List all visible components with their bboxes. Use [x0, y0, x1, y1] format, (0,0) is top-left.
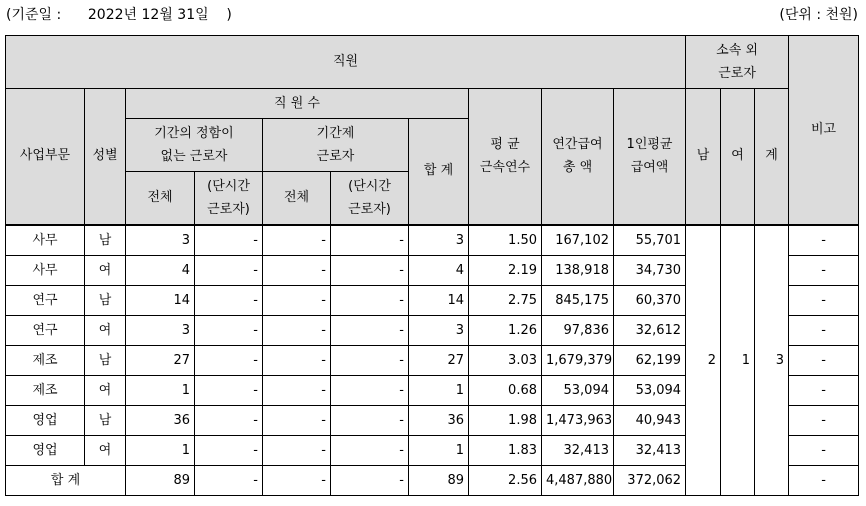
header-total-sum: 합 계 [409, 119, 469, 225]
header-affiliated-workers: 소속 외 근로자 [686, 36, 789, 89]
cell-cont-all: - [263, 255, 331, 285]
cell-cont-short: - [331, 405, 409, 435]
cell-sum: 1 [409, 435, 469, 465]
table-header [6, 36, 859, 225]
cell-division: 영업 [6, 435, 85, 465]
header-permanent-short-time: (단시간 근로자) [195, 172, 263, 225]
totals-sum: 89 [409, 465, 469, 495]
cell-perm-short: - [195, 255, 263, 285]
cell-affiliated-male: 2 [686, 225, 721, 496]
totals-cont-short: - [331, 465, 409, 495]
cell-pay-total: 1,473,963 [542, 405, 614, 435]
cell-pay-total: 845,175 [542, 285, 614, 315]
cell-sum: 27 [409, 345, 469, 375]
cell-cont-all: - [263, 285, 331, 315]
cell-pay-total: 167,102 [542, 225, 614, 256]
cell-pay-avg: 62,199 [614, 345, 686, 375]
cell-pay-total: 1,679,379 [542, 345, 614, 375]
cell-remark: - [789, 375, 859, 405]
cell-years: 0.68 [469, 375, 542, 405]
cell-years: 2.75 [469, 285, 542, 315]
cell-remark: - [789, 285, 859, 315]
header-employees: 직원 [6, 36, 686, 89]
totals-pay-total: 4,487,880 [542, 465, 614, 495]
cell-perm-all: 1 [126, 375, 195, 405]
cell-years: 1.98 [469, 405, 542, 435]
header-contract-short-time: (단시간 근로자) [331, 172, 409, 225]
cell-cont-short: - [331, 255, 409, 285]
cell-cont-short: - [331, 345, 409, 375]
cell-affiliated-female: 1 [721, 225, 755, 496]
totals-remark: - [789, 465, 859, 495]
cell-perm-short: - [195, 225, 263, 256]
cell-remark: - [789, 405, 859, 435]
totals-perm-all: 89 [126, 465, 195, 495]
cell-years: 1.26 [469, 315, 542, 345]
cell-division: 연구 [6, 285, 85, 315]
cell-gender: 여 [85, 375, 126, 405]
table-row [6, 225, 859, 256]
cell-sum: 1 [409, 375, 469, 405]
header-permanent: 기간의 정함이 없는 근로자 [126, 119, 263, 172]
cell-division: 제조 [6, 345, 85, 375]
cell-cont-all: - [263, 435, 331, 465]
cell-cont-short: - [331, 435, 409, 465]
cell-perm-short: - [195, 315, 263, 345]
cell-division: 연구 [6, 315, 85, 345]
cell-gender: 남 [85, 285, 126, 315]
cell-pay-avg: 40,943 [614, 405, 686, 435]
header-division: 사업부문 [6, 89, 85, 225]
cell-perm-all: 4 [126, 255, 195, 285]
cell-years: 2.19 [469, 255, 542, 285]
cell-gender: 남 [85, 345, 126, 375]
header-gender: 성별 [85, 89, 126, 225]
header-total: 계 [755, 89, 789, 225]
cell-perm-all: 1 [126, 435, 195, 465]
cell-perm-all: 27 [126, 345, 195, 375]
cell-division: 사무 [6, 225, 85, 256]
cell-cont-short: - [331, 375, 409, 405]
base-date-caption: (기준일 : 2022년 12월 31일 ) [6, 7, 232, 23]
cell-cont-all: - [263, 345, 331, 375]
cell-cont-short: - [331, 315, 409, 345]
header-avg-pay: 1인평균 급여액 [614, 89, 686, 225]
header-remark: 비고 [789, 36, 859, 225]
unit-caption: (단위 : 천원) [779, 7, 858, 23]
cell-cont-short: - [331, 225, 409, 256]
cell-remark: - [789, 435, 859, 465]
cell-division: 사무 [6, 255, 85, 285]
cell-sum: 4 [409, 255, 469, 285]
cell-pay-avg: 60,370 [614, 285, 686, 315]
cell-sum: 14 [409, 285, 469, 315]
cell-pay-total: 138,918 [542, 255, 614, 285]
cell-pay-total: 32,413 [542, 435, 614, 465]
cell-sum: 3 [409, 315, 469, 345]
cell-affiliated-total: 3 [755, 225, 789, 496]
cell-pay-total: 53,094 [542, 375, 614, 405]
cell-division: 영업 [6, 405, 85, 435]
employee-status-table [5, 35, 859, 496]
cell-gender: 남 [85, 225, 126, 256]
cell-cont-all: - [263, 405, 331, 435]
cell-pay-avg: 55,701 [614, 225, 686, 256]
totals-perm-short: - [195, 465, 263, 495]
cell-cont-all: - [263, 225, 331, 256]
cell-years: 1.83 [469, 435, 542, 465]
cell-division: 제조 [6, 375, 85, 405]
cell-perm-all: 36 [126, 405, 195, 435]
cell-cont-all: - [263, 315, 331, 345]
cell-remark: - [789, 315, 859, 345]
cell-pay-avg: 53,094 [614, 375, 686, 405]
totals-pay-avg: 372,062 [614, 465, 686, 495]
cell-cont-short: - [331, 285, 409, 315]
header-male: 남 [686, 89, 721, 225]
cell-gender: 여 [85, 435, 126, 465]
header-avg-years: 평 균 근속연수 [469, 89, 542, 225]
totals-label: 합 계 [6, 465, 126, 495]
header-headcount: 직 원 수 [126, 89, 469, 119]
cell-gender: 여 [85, 255, 126, 285]
header-contract: 기간제 근로자 [263, 119, 409, 172]
totals-cont-all: - [263, 465, 331, 495]
cell-pay-total: 97,836 [542, 315, 614, 345]
cell-perm-short: - [195, 405, 263, 435]
cell-pay-avg: 34,730 [614, 255, 686, 285]
header-contract-all: 전체 [263, 172, 331, 225]
header-annual-pay: 연간급여 총 액 [542, 89, 614, 225]
cell-gender: 남 [85, 405, 126, 435]
cell-perm-short: - [195, 285, 263, 315]
cell-perm-all: 3 [126, 315, 195, 345]
cell-sum: 3 [409, 225, 469, 256]
cell-remark: - [789, 225, 859, 256]
cell-pay-avg: 32,612 [614, 315, 686, 345]
cell-cont-all: - [263, 375, 331, 405]
header-permanent-all: 전체 [126, 172, 195, 225]
cell-remark: - [789, 255, 859, 285]
cell-pay-avg: 32,413 [614, 435, 686, 465]
cell-perm-short: - [195, 345, 263, 375]
cell-years: 1.50 [469, 225, 542, 256]
cell-perm-short: - [195, 375, 263, 405]
cell-perm-short: - [195, 435, 263, 465]
cell-sum: 36 [409, 405, 469, 435]
table-body [6, 225, 859, 496]
cell-gender: 여 [85, 315, 126, 345]
totals-years: 2.56 [469, 465, 542, 495]
cell-years: 3.03 [469, 345, 542, 375]
cell-perm-all: 3 [126, 225, 195, 256]
cell-perm-all: 14 [126, 285, 195, 315]
header-female: 여 [721, 89, 755, 225]
cell-remark: - [789, 345, 859, 375]
